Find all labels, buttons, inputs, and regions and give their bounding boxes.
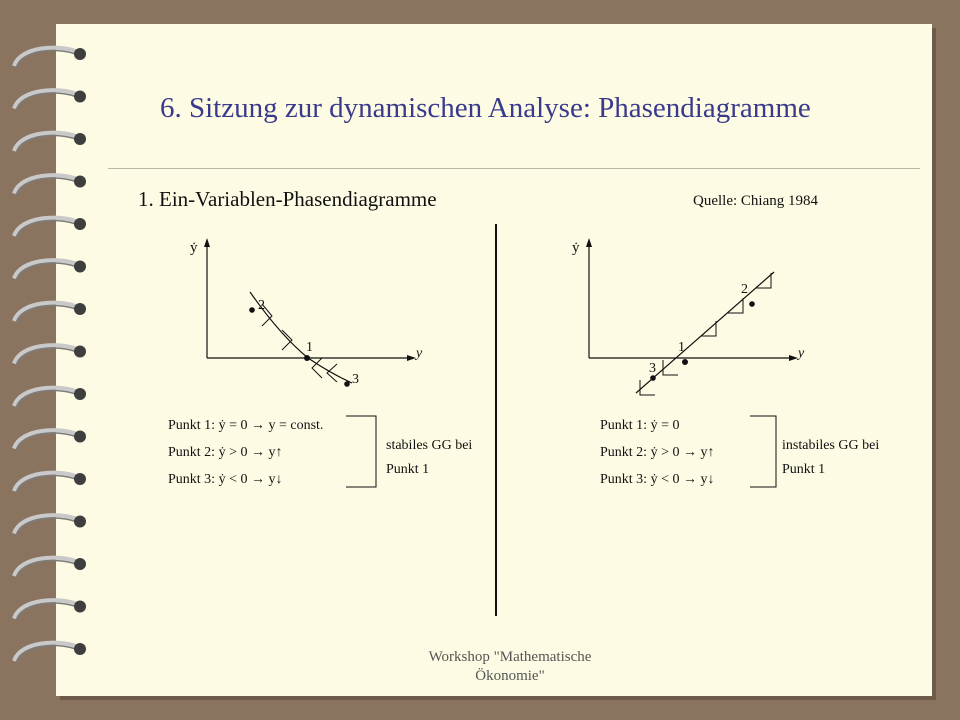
left-condition-2: Punkt 2: ẏ > 0 → y↑ (168, 445, 283, 460)
right-point-2-label: 2 (741, 282, 748, 297)
left-point-1-label: 1 (306, 340, 313, 355)
right-point-3-label: 3 (649, 361, 656, 376)
right-point-1-label: 1 (678, 340, 685, 355)
left-condition-3: Punkt 3: ẏ < 0 → y↓ (168, 472, 283, 487)
right-conclusion-line1: instabiles GG bei (782, 438, 880, 453)
right-phase-line (636, 272, 774, 393)
slide-footer (390, 648, 630, 686)
right-bracket (750, 416, 776, 487)
right-point-1 (682, 359, 688, 365)
right-condition-3: Punkt 3: ẏ < 0 → y↓ (600, 472, 715, 487)
right-condition-1: Punkt 1: ẏ = 0 (600, 418, 680, 433)
section-subtitle: 1. Ein-Variablen-Phasendiagramme (138, 187, 437, 211)
left-conclusion-line2: Punkt 1 (386, 462, 430, 477)
right-x-axis-arrow (789, 355, 798, 361)
slide-title: 6. Sitzung zur dynamischen Analyse: Phasendiagramme (160, 92, 811, 124)
right-y-axis-arrow (586, 238, 592, 247)
footer-line-1: Workshop "Mathematische (428, 649, 592, 665)
left-point-2-label: 2 (258, 298, 265, 313)
right-y-label: y (798, 346, 805, 361)
left-condition-1: Punkt 1: ẏ = 0 → y = const. (168, 418, 324, 433)
left-y-label: y (416, 346, 423, 361)
left-point-3-label: 3 (352, 372, 359, 387)
right-ydot-label: ẏ (572, 240, 580, 256)
left-ydot-label: ẏ (190, 240, 198, 256)
right-point-2 (749, 301, 755, 307)
right-conclusion-line2: Punkt 1 (782, 462, 826, 477)
right-condition-2: Punkt 2: ẏ > 0 → y↑ (600, 445, 715, 460)
footer-line-2: Ökonomie" (475, 668, 545, 684)
source-citation: Quelle: Chiang 1984 (693, 193, 818, 209)
left-conclusion-line1: stabiles GG bei (386, 438, 473, 453)
